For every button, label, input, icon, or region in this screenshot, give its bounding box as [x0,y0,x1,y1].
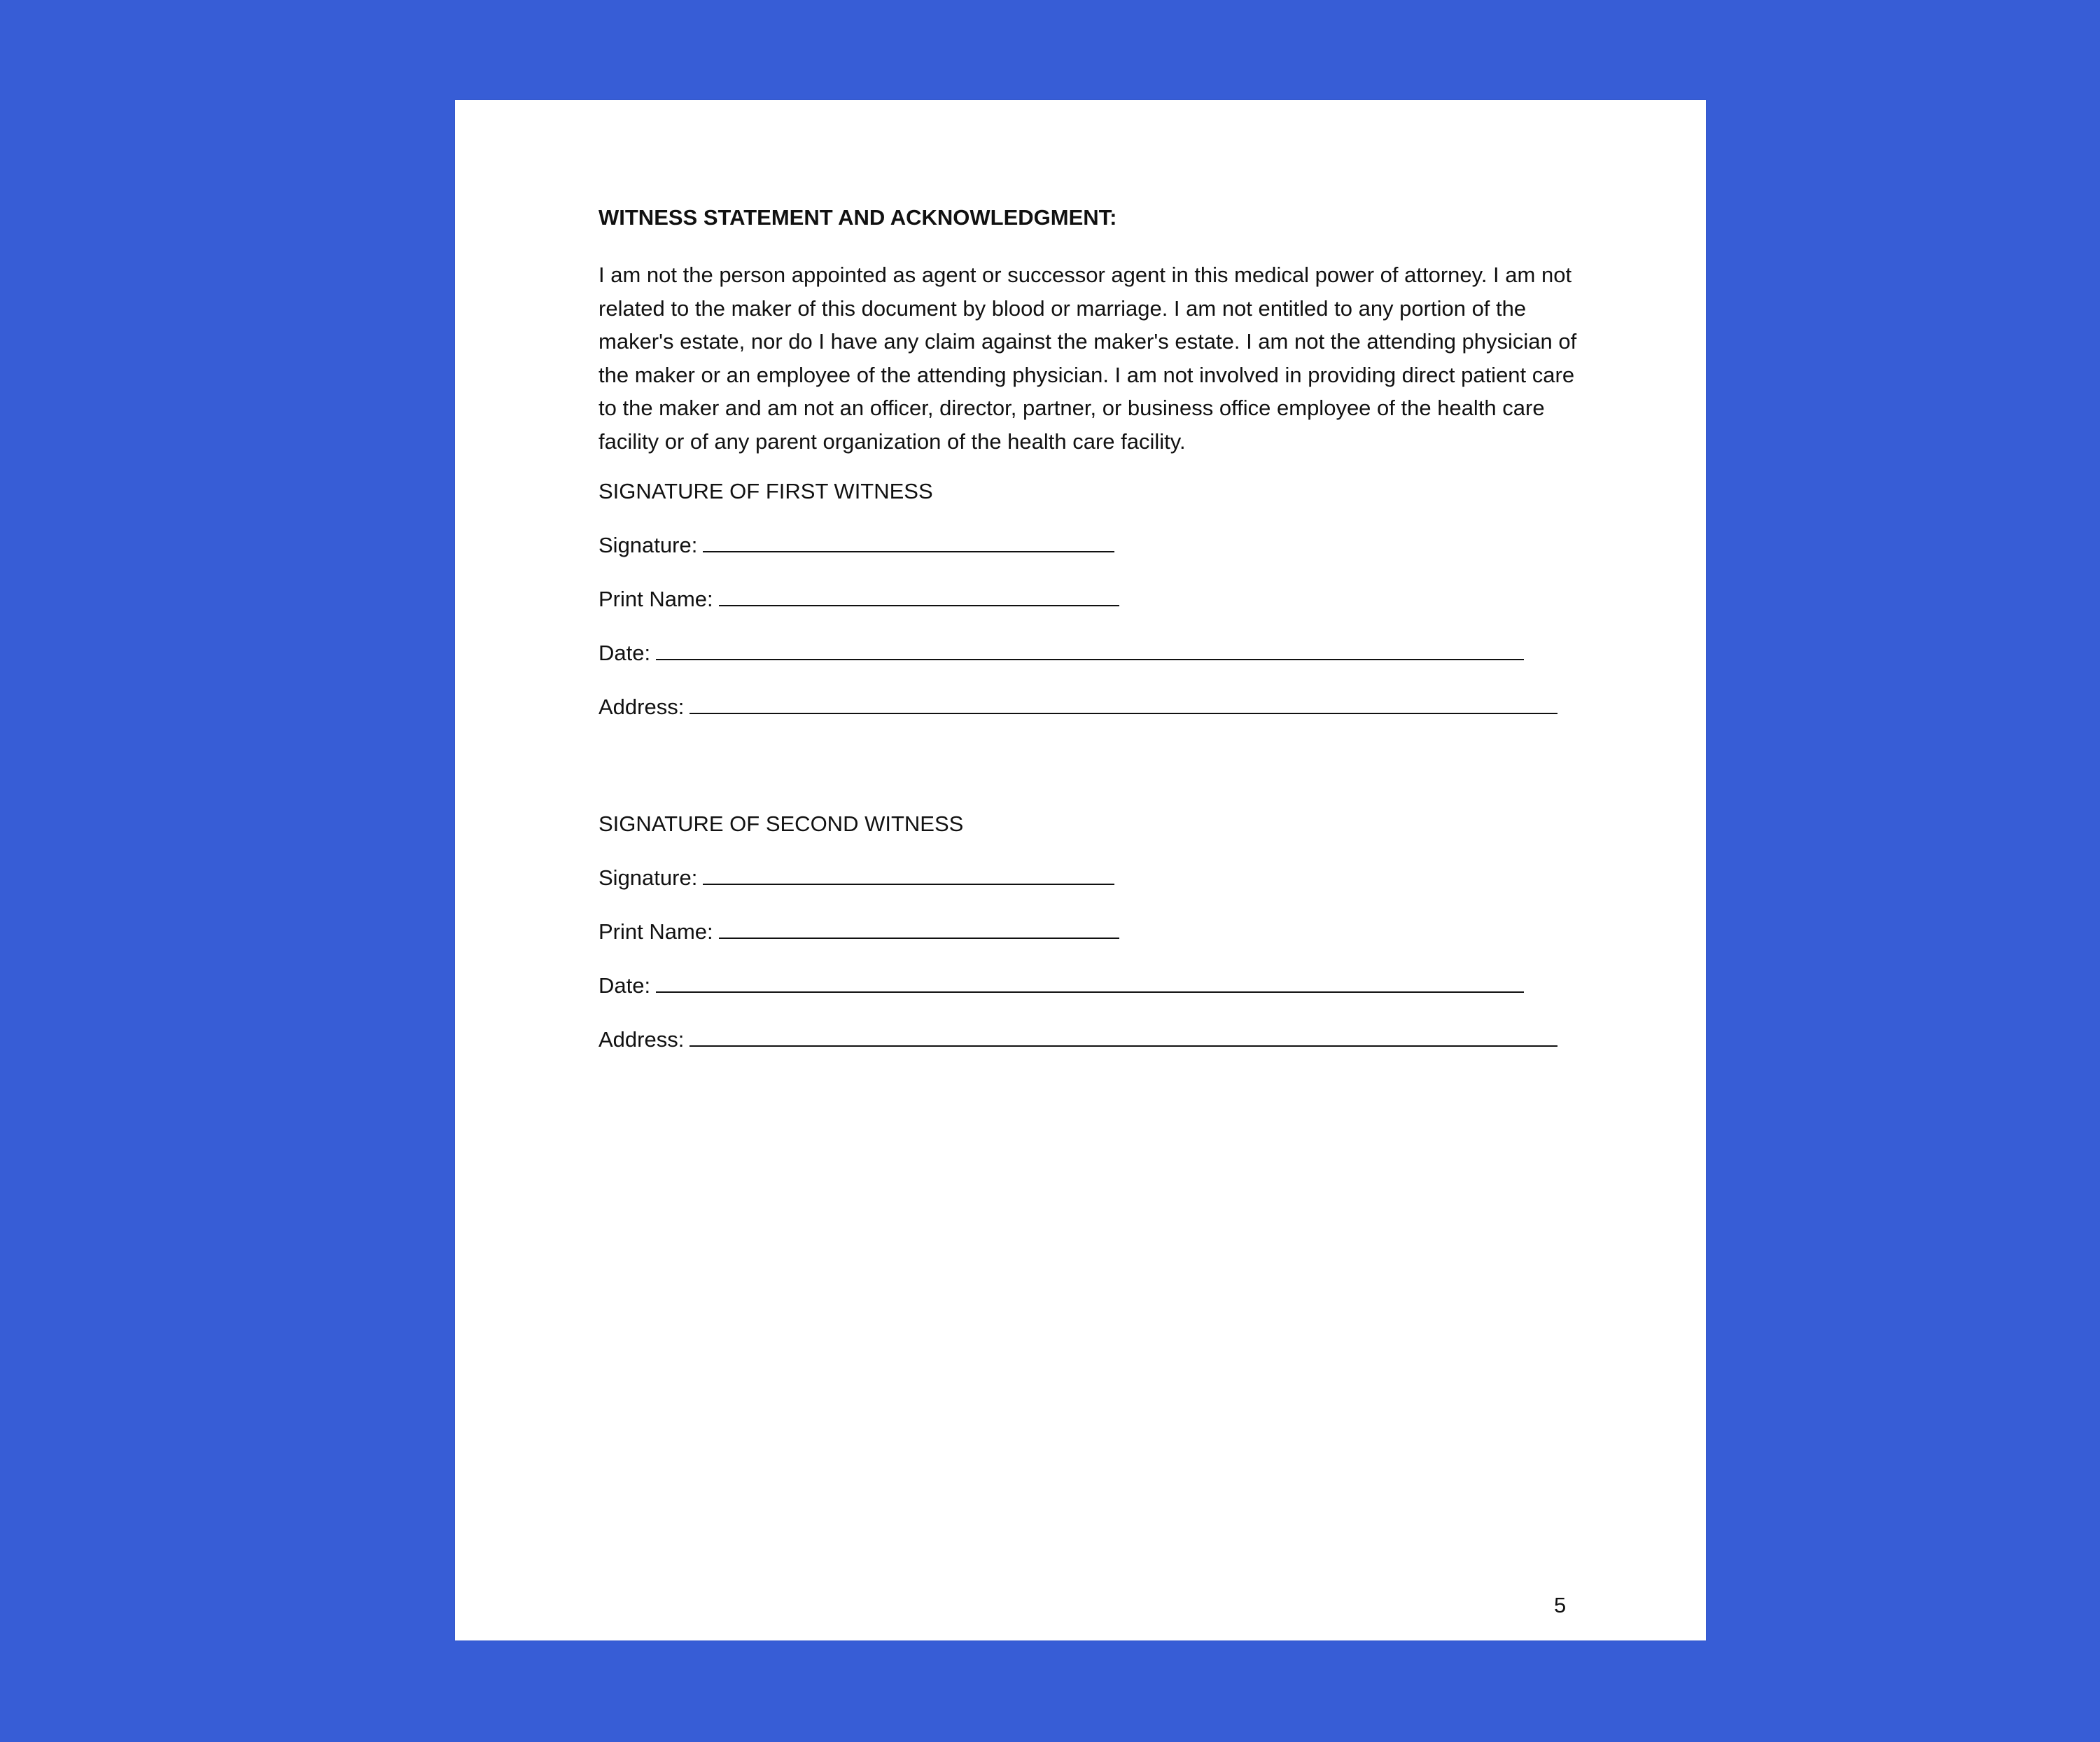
second-witness-title: SIGNATURE OF SECOND WITNESS [598,811,964,836]
first-witness-block [598,476,1578,723]
second-witness-date-line[interactable] [656,973,1524,993]
page-number: 5 [1554,1593,1567,1617]
date-label: Date: [598,641,651,665]
address-label: Address: [598,695,685,719]
first-witness-title: SIGNATURE OF FIRST WITNESS [598,479,933,503]
second-witness-date-row [598,970,1578,1001]
first-witness-signature-row [598,530,1578,561]
first-witness-print-name-line[interactable] [719,586,1119,606]
first-witness-signature-line[interactable] [703,532,1114,552]
second-witness-block [598,809,1578,1055]
page-content [598,202,1578,1078]
witness-statement-paragraph: I am not the person appointed as agent or successor agent in this medical power of attorney. I am not related to the maker of this document by blood or marriage. I am not entitled to any portion of the maker's estate, nor do I have any claim against the maker's estate. I am not the attending physician of the maker or an employee of the attending physician. I am not involved in providing direct patient care to the maker and am not an officer, director, partner, or business office employee of the health care facility or of any parent organization of the health care facility. [598,263,1577,454]
print-name-label: Print Name: [598,919,713,944]
second-witness-address-row [598,1024,1578,1055]
section-spacer [598,746,1578,809]
first-witness-print-name-row [598,584,1578,615]
second-witness-signature-row [598,863,1578,893]
second-witness-print-name-row [598,917,1578,947]
signature-label: Signature: [598,865,698,890]
first-witness-address-row [598,692,1578,723]
first-witness-date-line[interactable] [656,640,1524,660]
date-label: Date: [598,973,651,998]
signature-label: Signature: [598,533,698,557]
document-page [455,100,1706,1640]
second-witness-address-line[interactable] [690,1026,1558,1047]
print-name-label: Print Name: [598,587,713,611]
address-label: Address: [598,1027,685,1052]
second-witness-print-name-line[interactable] [719,919,1119,939]
section-heading: WITNESS STATEMENT AND ACKNOWLEDGMENT: [598,205,1117,230]
first-witness-address-line[interactable] [690,694,1558,714]
first-witness-date-row [598,638,1578,669]
second-witness-signature-line[interactable] [703,865,1114,885]
